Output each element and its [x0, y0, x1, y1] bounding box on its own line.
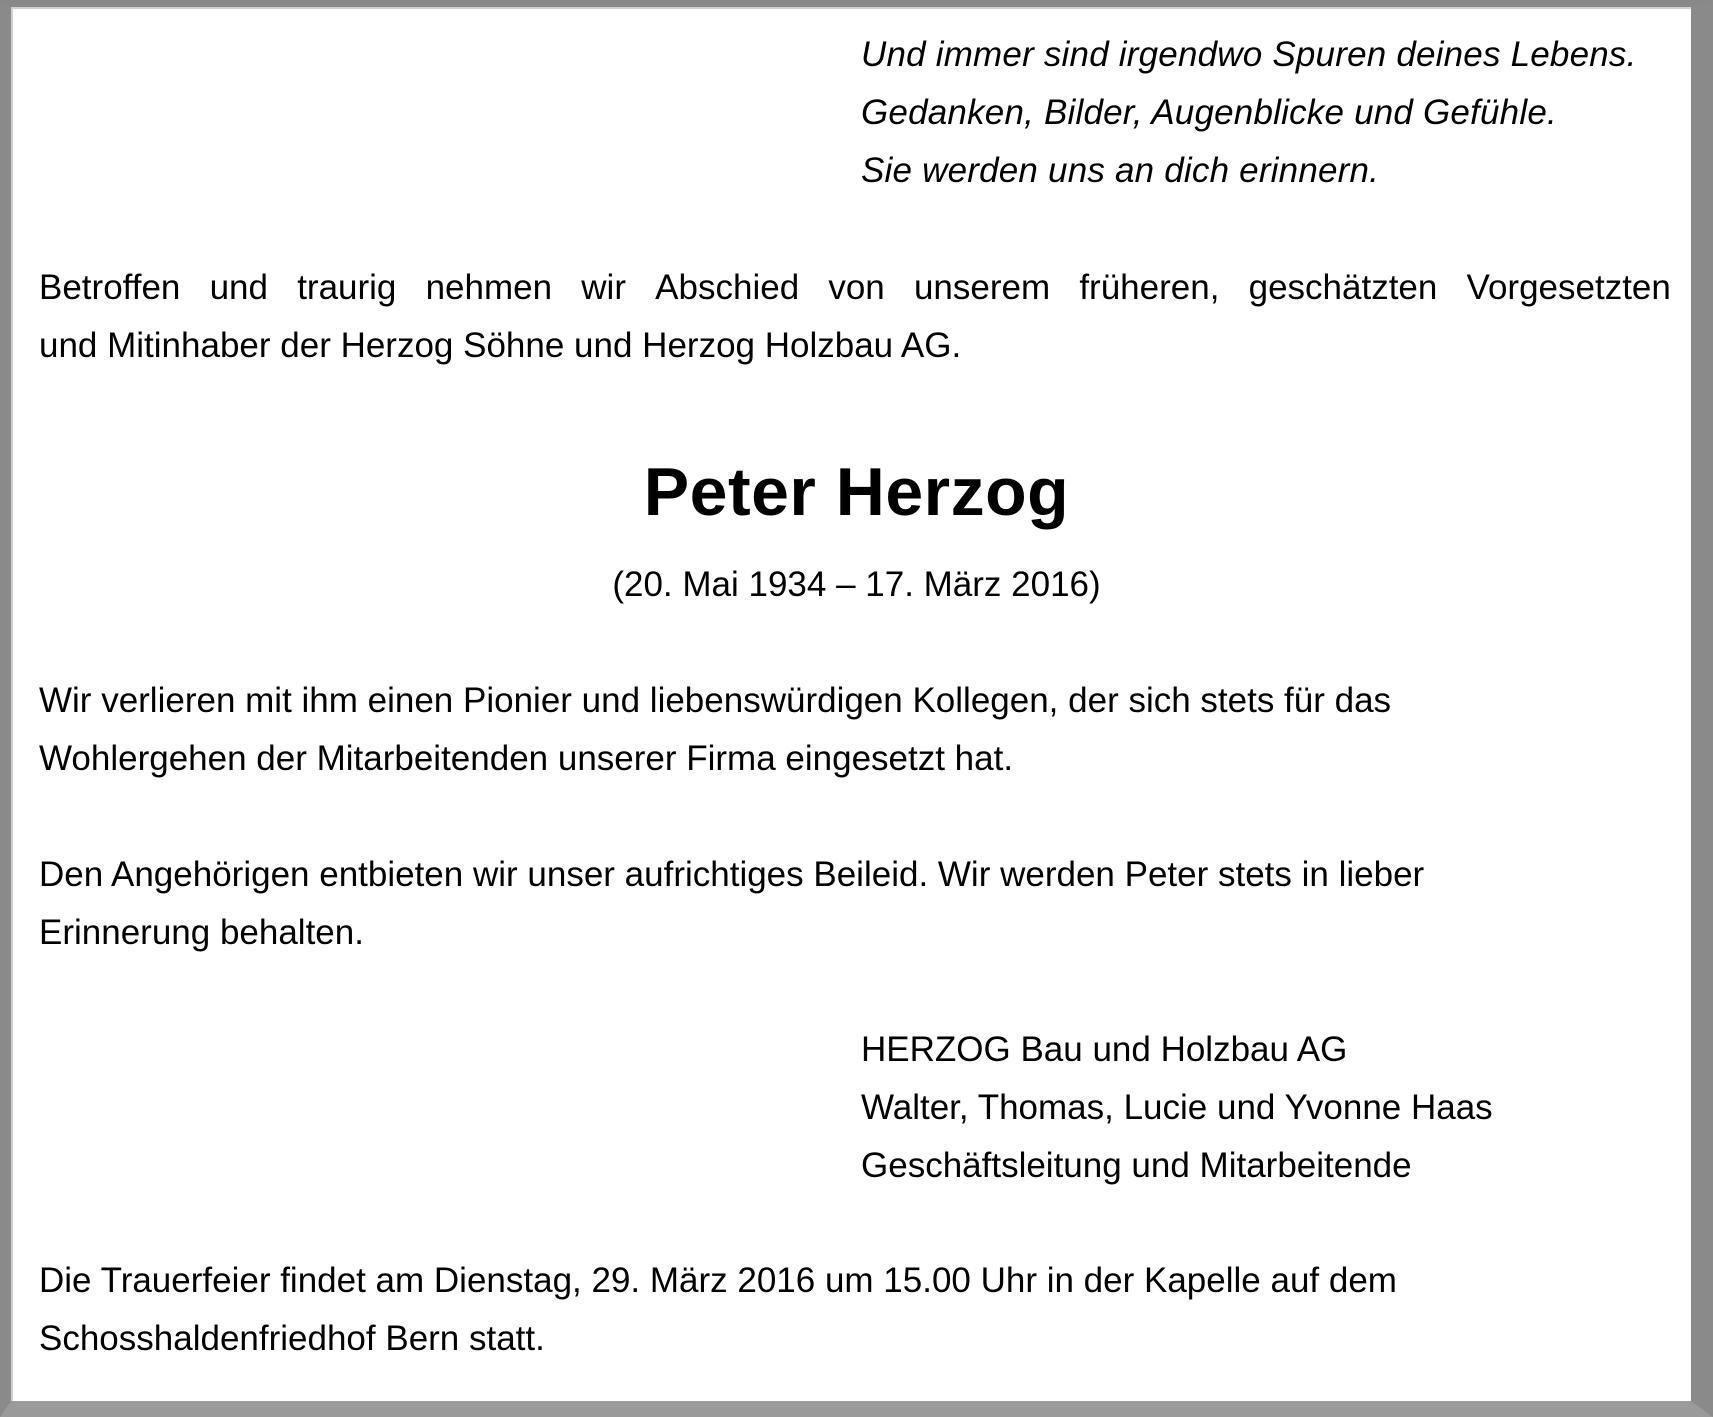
signature-staff: Geschäftsleitung und Mitarbeitende	[861, 1146, 1412, 1185]
funeral-line: Schosshaldenfriedhof Bern statt.	[39, 1319, 545, 1358]
intro-line: und Mitinhaber der Herzog Söhne und Herzog Holzbau AG.	[39, 326, 962, 365]
tribute-line: Wir verlieren mit ihm einen Pionier und liebenswürdigen Kollegen, der sich stets für das	[39, 681, 1392, 720]
intro-word: von	[828, 268, 885, 307]
motto-line: Und immer sind irgendwo Spuren deines Lebens.	[861, 35, 1637, 74]
life-dates: (20. Mai 1934 – 17. März 2016)	[612, 565, 1101, 604]
tribute-line: Wohlergehen der Mitarbeitenden unserer Firma eingesetzt hat.	[39, 739, 1014, 778]
deceased-name: Peter Herzog	[643, 454, 1070, 530]
condolence-line: Den Angehörigen entbieten wir unser aufrichtiges Beileid. Wir werden Peter stets in lieber	[39, 855, 1425, 894]
intro-word: unserem	[913, 268, 1051, 307]
intro-word: geschätzten	[1248, 268, 1438, 307]
condolence-line: Erinnerung behalten.	[39, 913, 364, 952]
motto-line: Gedanken, Bilder, Augenblicke und Gefühle.	[861, 93, 1557, 132]
intro-word: und	[209, 268, 268, 307]
intro-word: Betroffen	[39, 268, 181, 307]
intro-word: Abschied	[655, 268, 800, 307]
condolence-paragraph	[39, 846, 1424, 962]
intro-word: nehmen	[425, 268, 553, 307]
funeral-notice	[39, 1252, 1397, 1368]
signature-company: HERZOG Bau und Holzbau AG	[861, 1030, 1348, 1069]
funeral-line: Die Trauerfeier findet am Dienstag, 29. März 2016 um 15.00 Uhr in der Kapelle auf dem	[39, 1261, 1397, 1300]
tribute-paragraph	[39, 672, 1391, 788]
intro-word: traurig	[297, 268, 397, 307]
intro-line-justified	[39, 259, 1671, 317]
intro-word: früheren,	[1079, 268, 1220, 307]
signature-names: Walter, Thomas, Lucie und Yvonne Haas	[861, 1088, 1493, 1127]
signature-block	[861, 1021, 1493, 1195]
motto-line: Sie werden uns an dich erinnern.	[861, 151, 1380, 190]
intro-paragraph	[39, 259, 1671, 375]
intro-word: Vorgesetzten	[1466, 268, 1671, 307]
intro-word: wir	[581, 268, 626, 307]
memorial-motto	[861, 26, 1637, 200]
